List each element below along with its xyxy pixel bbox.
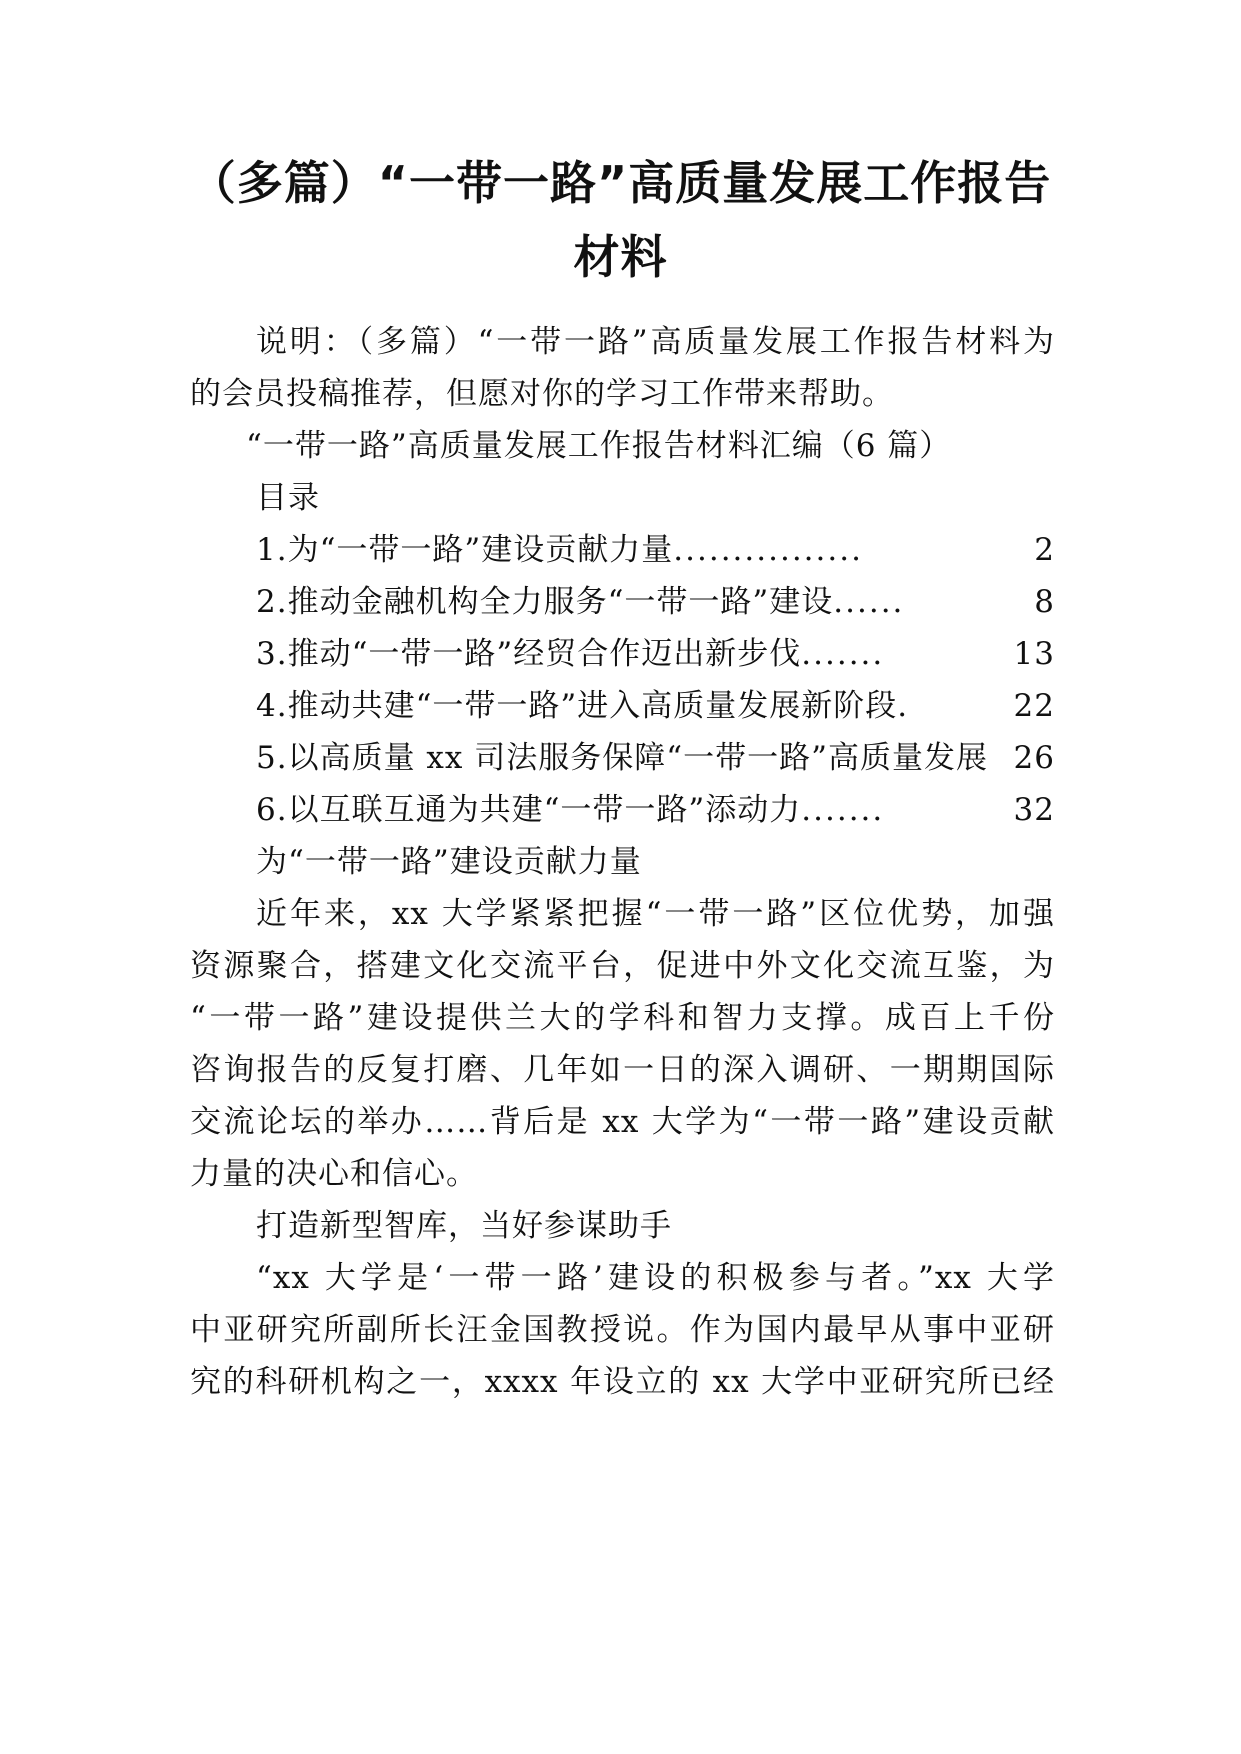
toc-page-number: 26	[1013, 740, 1055, 776]
toc-entry	[256, 582, 1055, 622]
paragraph-line: “一带一路”建设提供兰大的学科和智力支撑。成百上千份	[190, 1000, 1055, 1036]
toc-heading: 目录	[256, 480, 320, 516]
paragraph-line: 资源聚合，搭建文化交流平台，促进中外文化交流互鉴，为	[190, 948, 1055, 984]
paragraph-line: 咨询报告的反复打磨、几年如一日的深入调研、一期期国际	[190, 1052, 1055, 1088]
toc-entry-title: 4.推动共建“一带一路”进入高质量发展新阶段	[256, 688, 898, 724]
toc-entry	[256, 686, 1055, 726]
intro-line-2: 的会员投稿推荐，但愿对你的学习工作带来帮助。	[190, 376, 894, 412]
toc-leader-dots: ................	[673, 532, 863, 568]
paragraph-line: 究的科研机构之一，xxxx 年设立的 xx 大学中亚研究所已经	[190, 1364, 1055, 1400]
toc-leader-dots: .......	[801, 636, 885, 672]
paragraph-line: 中亚研究所副所长汪金国教授说。作为国内最早从事中亚研	[190, 1312, 1055, 1348]
paragraph-line: “xx 大学是‘一带一路’建设的积极参与者。”xx 大学	[256, 1260, 1055, 1296]
toc-entry-title: 2.推动金融机构全力服务“一带一路”建设	[256, 584, 834, 620]
paragraph-line: 近年来，xx 大学紧紧把握“一带一路”区位优势，加强	[256, 896, 1055, 932]
toc-entry-title: 6.以互联互通为共建“一带一路”添动力	[256, 792, 802, 828]
toc-leader-dots: .......	[801, 792, 885, 828]
toc-entry	[256, 530, 1055, 570]
toc-page-number: 22	[1013, 688, 1055, 724]
toc-entry	[256, 790, 1055, 830]
title-line-2: 材料	[573, 230, 668, 284]
compilation-title: “一带一路”高质量发展工作报告材料汇编（6 篇）	[246, 428, 952, 464]
paragraph-line: 交流论坛的举办……背后是 xx 大学为“一带一路”建设贡献	[190, 1104, 1055, 1140]
document-title	[150, 146, 1091, 294]
paragraph-line: 力量的决心和信心。	[190, 1156, 478, 1192]
toc-entry-title: 5.以高质量 xx 司法服务保障“一带一路”高质量发展	[256, 740, 988, 776]
toc-leader-dots: .	[897, 688, 910, 724]
toc-page-number: 32	[1013, 792, 1055, 828]
toc-entry-title: 3.推动“一带一路”经贸合作迈出新步伐	[256, 636, 802, 672]
toc-entry	[256, 738, 1055, 778]
intro-line-1: 说明：（多篇）“一带一路”高质量发展工作报告材料为	[256, 324, 1055, 360]
toc-entry-title: 1.为“一带一路”建设贡献力量	[256, 532, 674, 568]
toc-page-number: 8	[1034, 584, 1055, 620]
toc-page-number: 13	[1013, 636, 1055, 672]
toc-leader-dots: ......	[833, 584, 905, 620]
toc-entry	[256, 634, 1055, 674]
subheading: 打造新型智库，当好参谋助手	[256, 1208, 672, 1244]
section-heading: 为“一带一路”建设贡献力量	[256, 844, 642, 880]
toc-page-number: 2	[1034, 532, 1055, 568]
title-line-1: （多篇）“一带一路”高质量发展工作报告	[189, 156, 1052, 210]
